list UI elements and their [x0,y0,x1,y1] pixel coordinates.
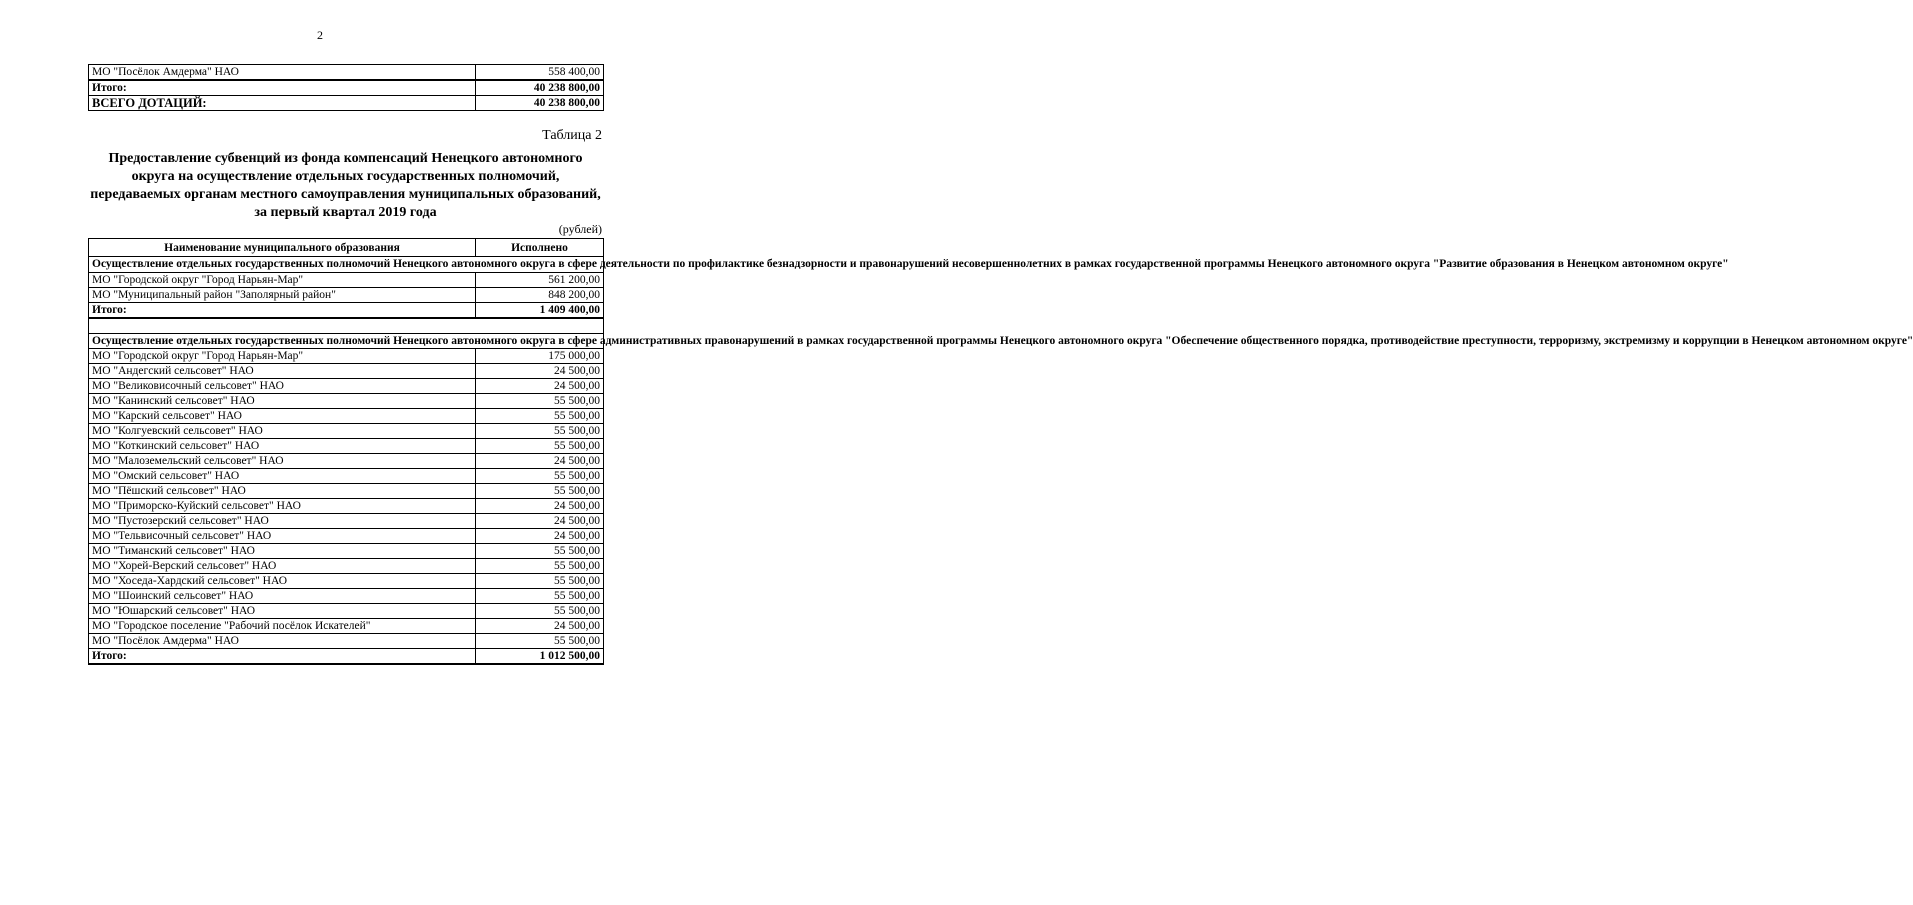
municipality-name: МО "Приморско-Куйский сельсовет" НАО [89,499,476,514]
municipality-name: МО "Хорей-Верский сельсовет" НАО [89,559,476,574]
table-row [89,544,604,559]
amount: 561 200,00 [476,272,604,287]
table-row [89,574,604,589]
subsidies-summary-table [88,64,604,111]
section-2-total-row [89,649,604,665]
table-row [89,484,604,499]
municipality-name: МО "Великовисочный сельсовет" НАО [89,379,476,394]
amount: 55 500,00 [476,559,604,574]
itogo-value: 40 238 800,00 [476,80,604,96]
table-row [89,424,604,439]
table-row [89,379,604,394]
municipality-name: МО "Колгуевский сельсовет" НАО [89,424,476,439]
amount: 24 500,00 [476,454,604,469]
table-row [89,559,604,574]
municipality-name: МО "Тельвисочный сельсовет" НАО [89,529,476,544]
amount: 55 500,00 [476,604,604,619]
section-header-row [89,257,604,273]
amount: 24 500,00 [476,379,604,394]
table-row [89,499,604,514]
grand-total-value: 40 238 800,00 [476,96,604,111]
spacer-cell [89,318,604,334]
amount: 24 500,00 [476,514,604,529]
municipality-name: МО "Городское поселение "Рабочий посёлок Искателей" [89,619,476,634]
section-2-title: Осуществление отдельных государственных полномочий Ненецкого автономного округа в сфере административных правонарушений в рамках государственной программы Ненецкого автономного округа "Обеспечение общественного порядка, противодействие преступности, терроризму, экстремизму и коррупции в Ненецком автономном округе" [89,333,604,349]
amount: 55 500,00 [476,589,604,604]
section-1-title: Осуществление отдельных государственных полномочий Ненецкого автономного округа в сфере деятельности по профилактике безнадзорности и правонарушений несовершеннолетних в рамках государственной программы Ненецкого автономного округа "Развитие образования в Ненецком автономном округе" [89,257,604,273]
grand-total-row [89,96,604,111]
itogo-row [89,80,604,96]
municipality-name: МО "Канинский сельсовет" НАО [89,394,476,409]
table-row [89,454,604,469]
municipality-name: МО "Посёлок Амдерма" НАО [89,634,476,649]
table-row [89,409,604,424]
spacer-row [89,318,604,334]
amount: 55 500,00 [476,634,604,649]
amount: 24 500,00 [476,529,604,544]
amount: 558 400,00 [476,65,604,81]
total-label: Итого: [89,302,476,318]
total-label: Итого: [89,649,476,665]
municipality-name: МО "Городской округ "Город Нарьян-Мар" [89,272,476,287]
municipality-name: МО "Коткинский сельсовет" НАО [89,439,476,454]
amount: 24 500,00 [476,364,604,379]
amount: 55 500,00 [476,544,604,559]
municipality-name: МО "Малоземельский сельсовет" НАО [89,454,476,469]
amount: 55 500,00 [476,424,604,439]
document-title: Предоставление субвенций из фонда компенсаций Ненецкого автономного округа на осуществление отдельных государственных полномочий, передаваемых органам местного самоуправления муниципальных образований, за первый квартал 2019 года [90,151,601,220]
municipality-name: МО "Пёшский сельсовет" НАО [89,484,476,499]
table-row [89,394,604,409]
page-number: 2 [317,28,323,42]
section-header-row [89,333,604,349]
municipality-name: МО "Карский сельсовет" НАО [89,409,476,424]
amount: 24 500,00 [476,499,604,514]
municipality-name: МО "Муниципальный район "Заполярный район" [89,287,476,302]
amount: 848 200,00 [476,287,604,302]
table-row [89,634,604,649]
amount: 175 000,00 [476,349,604,364]
table-row [89,287,604,302]
amount: 55 500,00 [476,484,604,499]
table-row [89,364,604,379]
total-value: 1 409 400,00 [476,302,604,318]
grand-total-label: ВСЕГО ДОТАЦИЙ: [89,96,476,111]
table-row [89,272,604,287]
municipality-name: МО "Посёлок Амдерма" НАО [89,65,476,81]
amount: 55 500,00 [476,574,604,589]
table-label: Таблица 2 [542,128,602,143]
municipality-name: МО "Юшарский сельсовет" НАО [89,604,476,619]
municipality-name: МО "Тиманский сельсовет" НАО [89,544,476,559]
table-row [89,604,604,619]
table-row [89,65,604,81]
table-row [89,349,604,364]
table-header [89,239,604,257]
municipality-name: МО "Городской округ "Город Нарьян-Мар" [89,349,476,364]
amount: 55 500,00 [476,394,604,409]
table-row [89,469,604,484]
amount: 55 500,00 [476,409,604,424]
table-row [89,439,604,454]
itogo-label: Итого: [89,80,476,96]
header-value: Исполнено [476,239,604,257]
table-row [89,589,604,604]
municipality-name: МО "Хоседа-Хардский сельсовет" НАО [89,574,476,589]
municipality-name: МО "Омский сельсовет" НАО [89,469,476,484]
section-1-total-row [89,302,604,318]
municipality-name: МО "Пустозерский сельсовет" НАО [89,514,476,529]
table-row [89,619,604,634]
amount: 55 500,00 [476,439,604,454]
amount: 24 500,00 [476,619,604,634]
units-label: (рублей) [558,222,602,236]
municipality-name: МО "Андегский сельсовет" НАО [89,364,476,379]
subventions-table [88,238,1913,665]
header-name: Наименование муниципального образования [89,239,476,257]
table-row [89,514,604,529]
municipality-name: МО "Шоинский сельсовет" НАО [89,589,476,604]
amount: 55 500,00 [476,469,604,484]
table-row [89,529,604,544]
total-value: 1 012 500,00 [476,649,604,665]
